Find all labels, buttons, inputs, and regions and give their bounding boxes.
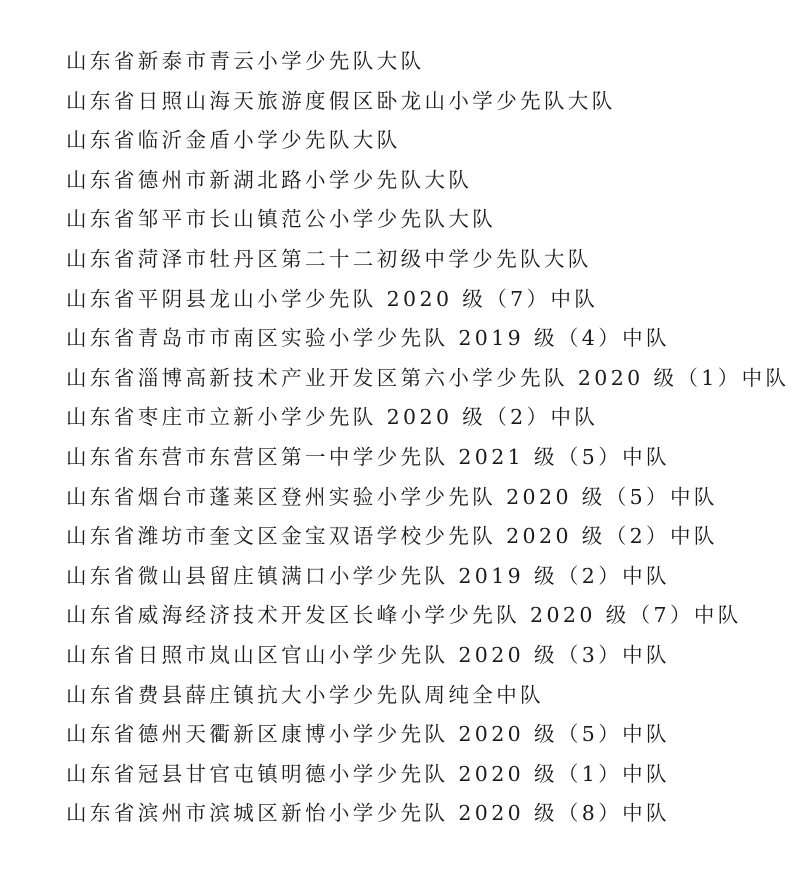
list-item: 山东省邹平市长山镇范公小学少先队大队 bbox=[66, 207, 497, 232]
list-item: 山东省青岛市市南区实验小学少先队 2019 级（4）中队 bbox=[66, 326, 670, 351]
honor-list bbox=[66, 42, 789, 834]
list-item: 山东省冠县甘官屯镇明德小学少先队 2020 级（1）中队 bbox=[66, 761, 670, 786]
list-item: 山东省菏泽市牡丹区第二十二初级中学少先队大队 bbox=[66, 246, 592, 271]
list-item: 山东省烟台市蓬莱区登州实验小学少先队 2020 级（5）中队 bbox=[66, 484, 718, 509]
list-item: 山东省微山县留庄镇满口小学少先队 2019 级（2）中队 bbox=[66, 563, 670, 588]
list-item: 山东省淄博高新技术产业开发区第六小学少先队 2020 级（1）中队 bbox=[66, 365, 790, 390]
list-item: 山东省新泰市青云小学少先队大队 bbox=[66, 49, 425, 73]
list-item: 山东省日照市岚山区官山小学少先队 2020 级（3）中队 bbox=[66, 642, 670, 667]
list-item: 山东省枣庄市立新小学少先队 2020 级（2）中队 bbox=[66, 405, 599, 430]
list-item: 山东省滨州市滨城区新怡小学少先队 2020 级（8）中队 bbox=[66, 801, 670, 826]
list-item: 山东省日照山海天旅游度假区卧龙山小学少先队大队 bbox=[66, 88, 616, 113]
list-item: 山东省潍坊市奎文区金宝双语学校少先队 2020 级（2）中队 bbox=[66, 524, 718, 549]
list-item: 山东省威海经济技术开发区长峰小学少先队 2020 级（7）中队 bbox=[66, 603, 742, 628]
list-item: 山东省德州市新湖北路小学少先队大队 bbox=[66, 167, 473, 192]
list-item: 山东省临沂金盾小学少先队大队 bbox=[66, 128, 401, 153]
list-item: 山东省平阴县龙山小学少先队 2020 级（7）中队 bbox=[66, 286, 599, 311]
list-item: 山东省德州天衢新区康博小学少先队 2020 级（5）中队 bbox=[66, 722, 670, 747]
list-item: 山东省东营市东营区第一中学少先队 2021 级（5）中队 bbox=[66, 444, 670, 469]
list-item: 山东省费县薛庄镇抗大小学少先队周纯全中队 bbox=[66, 682, 544, 707]
